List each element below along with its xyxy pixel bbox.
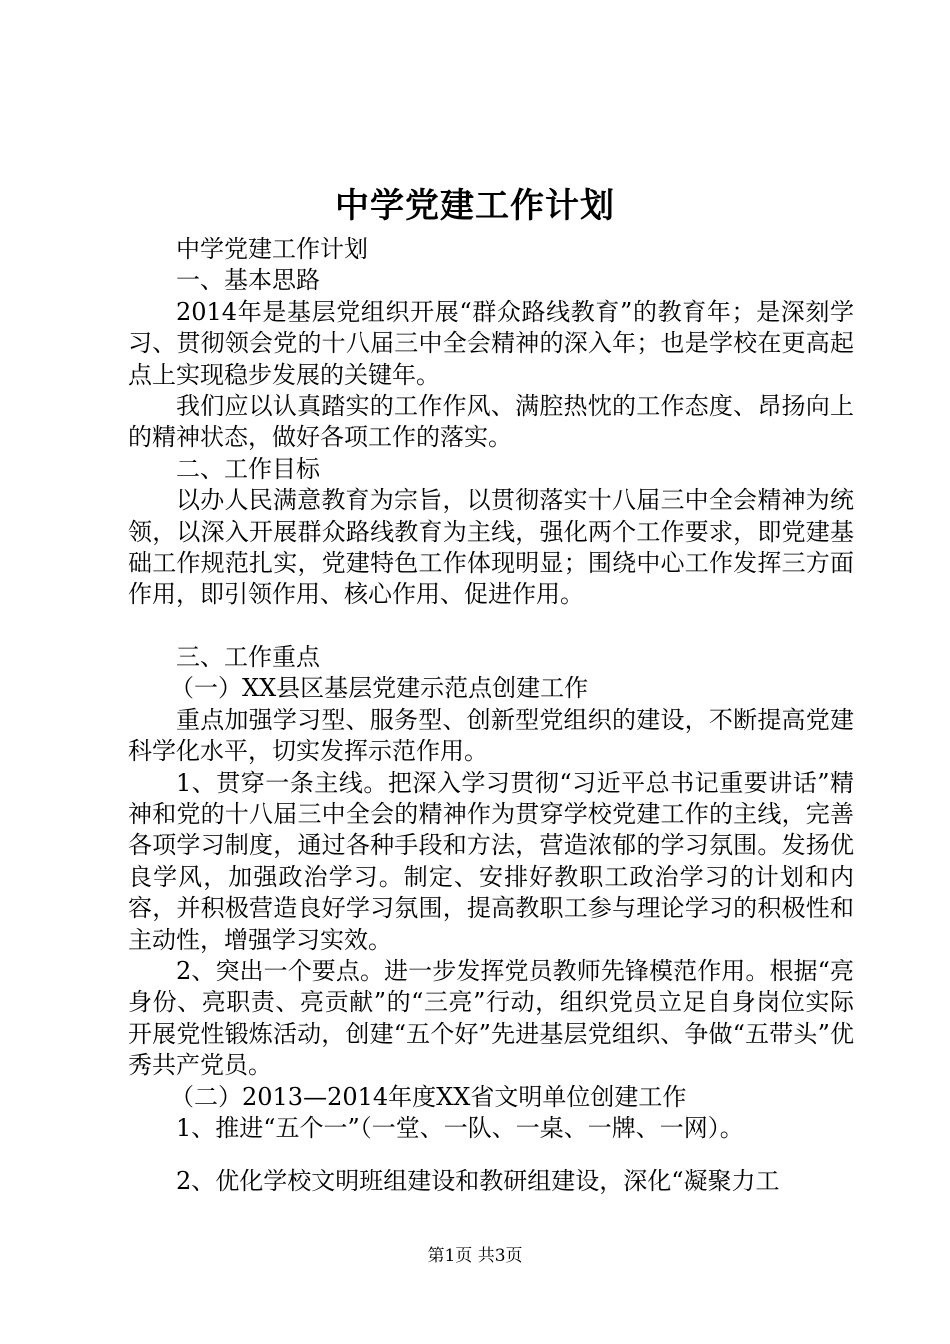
paragraph-optimize-classes: 2、优化学校文明班组建设和教研组建设，深化“凝聚力工 (176, 1167, 780, 1196)
paragraph-gap (128, 611, 854, 642)
subheading-demonstration-site: （一）XX县区基层党建示范点创建工作 (170, 674, 589, 703)
paragraph-five-ones: 1、推进“五个一”（一堂、一队、一桌、一牌、一网）。 (176, 1113, 744, 1142)
heading-work-focus: 三、工作重点 (176, 642, 320, 671)
paragraph-strengthen-party: 重点加强学习型、服务型、创新型党组织的建设，不断提高党建科学化水平，切实发挥示范作用。 (128, 705, 854, 766)
heading-work-goals: 二、工作目标 (176, 454, 320, 483)
heading-basic-ideas: 一、基本思路 (176, 266, 320, 295)
document-title: 中学党建工作计划 (335, 186, 615, 226)
subheading-civilized-unit: （二）2013—2014年度XX省文明单位创建工作 (170, 1082, 687, 1111)
paragraph-subtitle: 中学党建工作计划 (176, 235, 368, 263)
paragraph-gap (128, 1144, 854, 1166)
paragraph-work-style: 我们应以认真踏实的工作作风、满腔热忱的工作态度、昂扬向上的精神状态，做好各项工作的落实。 (128, 392, 854, 452)
paragraph-key-point: 2、突出一个要点。进一步发挥党员教师先锋模范作用。根据“亮身份、亮职责、亮贡献”的“三亮”行动，组织党员立足自身岗位实际开展党性锻炼活动，创建“五个好”先进基层党组织、争做“五带头”优秀共产党员。 (128, 956, 854, 1080)
paragraph-goals: 以办人民满意教育为宗旨，以贯彻落实十八届三中全会精神为统领，以深入开展群众路线教育为主线，强化两个工作要求，即党建基础工作规范扎实，党建特色工作体现明显；围绕中心工作发挥三方面作用，即引领作用、核心作用、促进作用。 (128, 486, 854, 609)
page-number-footer: 第1页 共3页 (427, 1246, 523, 1266)
paragraph-main-line: 1、贯穿一条主线。把深入学习贯彻“习近平总书记重要讲话”精神和党的十八届三中全会的精神作为贯穿学校党建工作的主线，完善各项学习制度，通过各种手段和方法，营造浓郁的学习氛围。发扬优良学风，加强政治学习。制定、安排好教职工政治学习的计划和内容，并积极营造良好学习氛围，提高教职工参与理论学习的积极性和主动性，增强学习实效。 (128, 768, 854, 954)
paragraph-2014-overview: 2014年是基层党组织开展“群众路线教育”的教育年；是深刻学习、贯彻领会党的十八届三中全会精神的深入年；也是学校在更高起点上实现稳步发展的关键年。 (128, 297, 854, 389)
document-body (128, 234, 854, 1198)
